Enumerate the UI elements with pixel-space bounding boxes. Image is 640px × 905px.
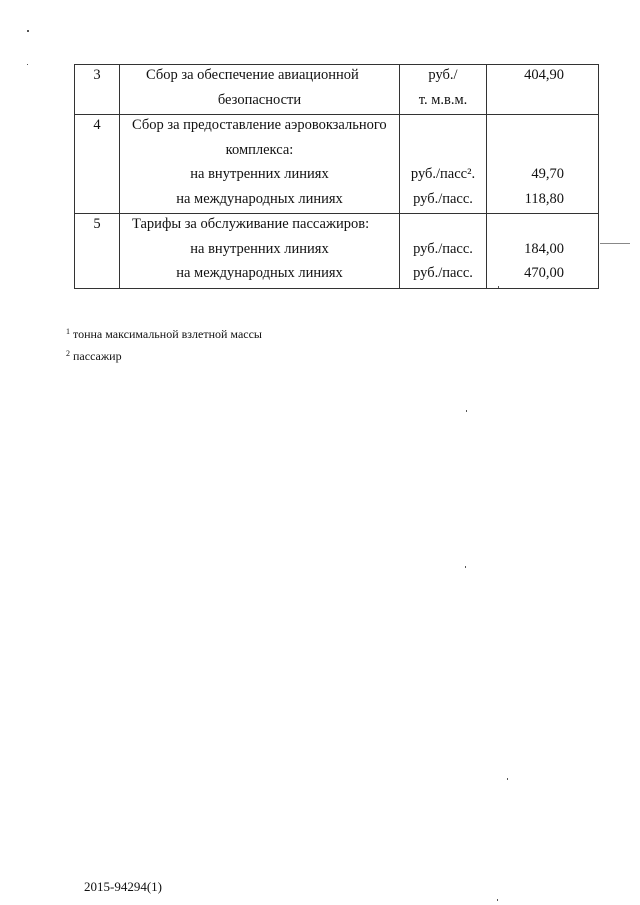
row-number-cell (75, 115, 120, 214)
value-cell (487, 214, 599, 289)
unit-line (400, 214, 486, 239)
fee-name-line: безопасности (217, 91, 302, 108)
fee-name-line: комплекса: (225, 141, 294, 158)
row-number: 5 (93, 216, 101, 232)
value-line (487, 90, 598, 115)
footnote (66, 344, 262, 366)
scan-speck (507, 778, 508, 780)
value-line (487, 214, 598, 239)
fee-name-line: на международных линиях (176, 265, 343, 281)
row-number: 3 (93, 67, 101, 83)
footnote (66, 322, 262, 344)
fee-name-cell (120, 115, 400, 214)
scan-speck (600, 243, 630, 244)
footnote-mark: 1 (66, 327, 70, 336)
table-row (75, 214, 599, 289)
value-line (487, 140, 598, 165)
fee-name-line: Сбор за обеспечение авиационной (146, 67, 359, 83)
value-cell (487, 115, 599, 214)
scan-speck (497, 899, 498, 901)
footnote-text: пассажир (73, 349, 122, 363)
fee-name-line: Сбор за предоставление аэровокзального (132, 117, 387, 133)
document-number: 2015-94294(1) (84, 879, 162, 894)
unit-cell (400, 214, 487, 289)
footnote-mark: 2 (66, 349, 70, 358)
unit-line: руб./пасс. (413, 190, 473, 207)
scan-speck (27, 64, 28, 65)
tariff-table (74, 64, 599, 289)
table-row (75, 115, 599, 214)
unit-line (400, 115, 486, 140)
value-line: 404,90 (524, 67, 564, 83)
value-line (487, 115, 598, 140)
footnote-text: тонна максимальной взлетной массы (73, 327, 262, 341)
unit-line: руб./ (428, 67, 458, 83)
scan-speck (498, 286, 499, 288)
table-row (75, 65, 599, 115)
fee-name-cell (120, 214, 400, 289)
value-line: 470,00 (524, 265, 564, 281)
unit-cell (400, 115, 487, 214)
fee-name-line: на внутренних линиях (190, 240, 329, 257)
scan-speck (466, 410, 467, 412)
scan-speck (27, 30, 29, 32)
value-line: 49,70 (531, 166, 564, 182)
unit-line: руб./пасс. (413, 265, 473, 281)
unit-line (400, 140, 486, 165)
unit-line: руб./пасс². (410, 166, 476, 182)
unit-cell (400, 65, 487, 115)
value-line: 118,80 (524, 190, 564, 207)
row-number-cell (75, 65, 120, 115)
fee-name-line: на международных линиях (176, 190, 343, 207)
scan-speck (465, 566, 466, 568)
fee-name-cell (120, 65, 400, 115)
unit-line: руб./пасс. (413, 240, 473, 257)
value-cell (487, 65, 599, 115)
fee-name-line: на внутренних линиях (190, 166, 329, 182)
unit-line: т. м.в.м. (418, 91, 468, 108)
fee-name-line: Тарифы за обслуживание пассажиров: (132, 216, 370, 232)
footnotes (66, 322, 262, 366)
row-number: 4 (93, 117, 101, 133)
value-line: 184,00 (524, 240, 564, 257)
row-number-cell (75, 214, 120, 289)
